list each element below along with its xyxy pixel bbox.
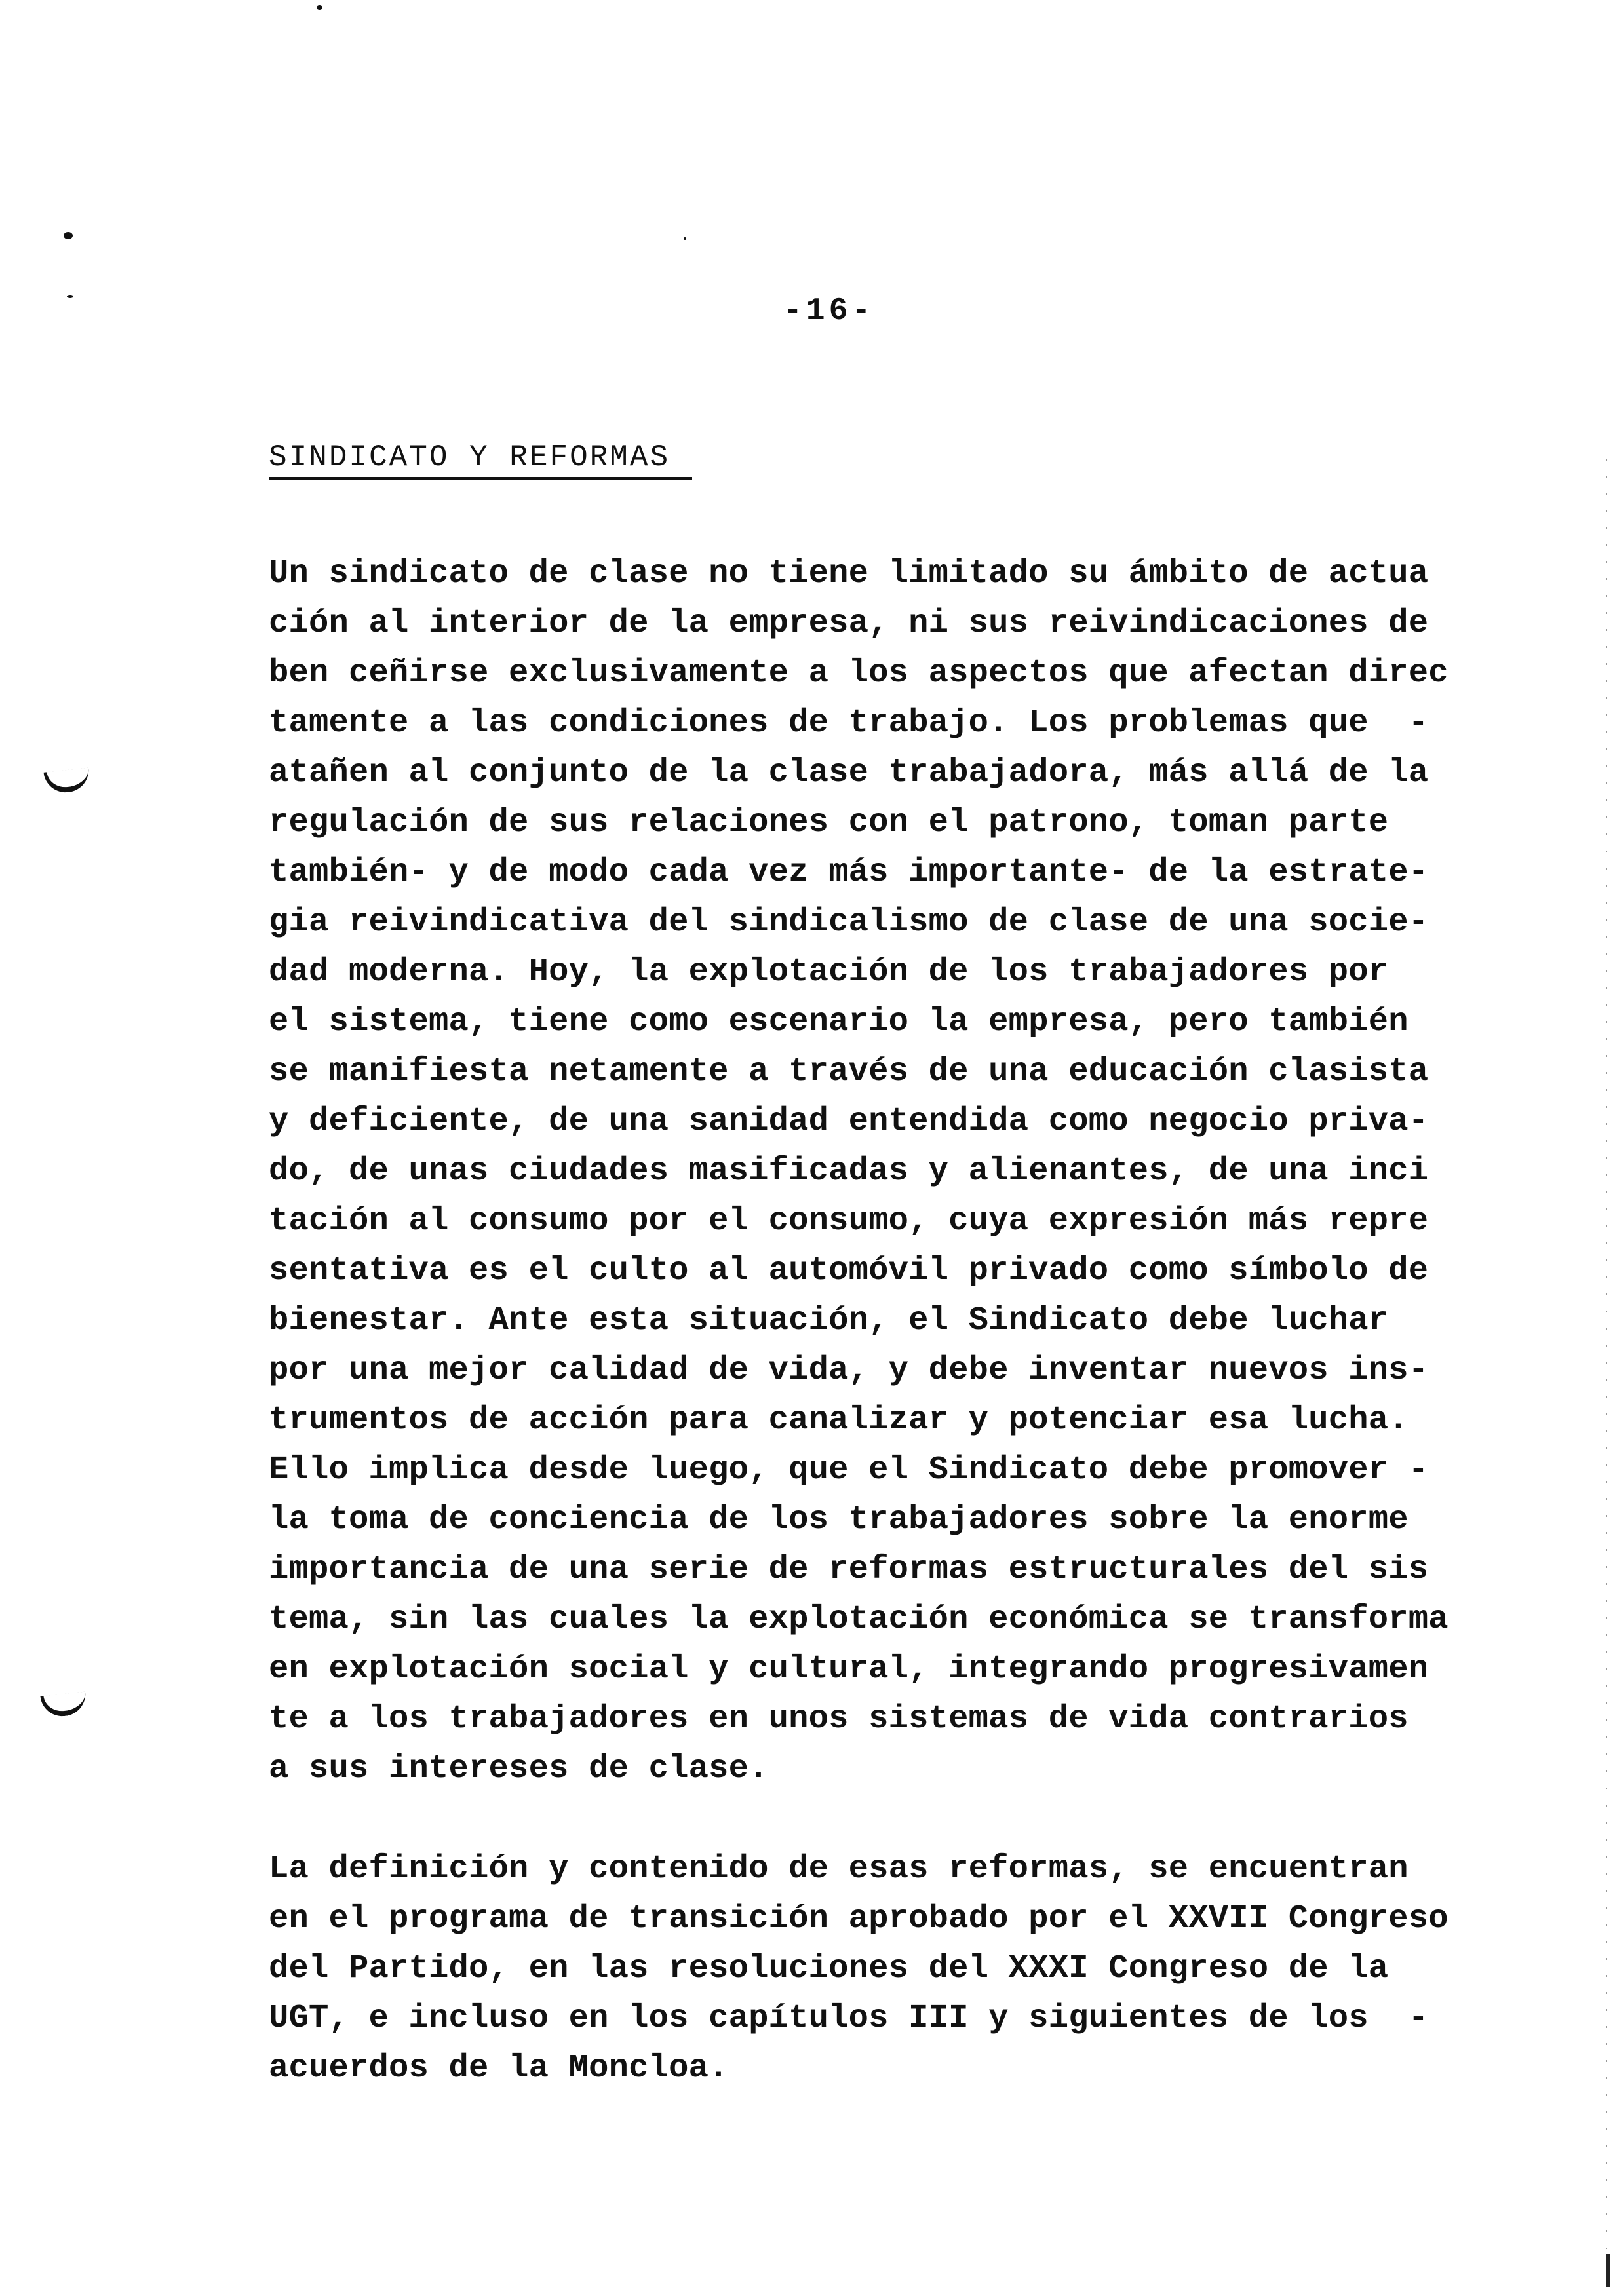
text-line: atañen al conjunto de la clase trabajadora, más allá de la (269, 754, 1429, 792)
text-line: regulación de sus relaciones con el patrono, toman parte (269, 804, 1389, 841)
text-line: tamente a las condiciones de trabajo. Los problemas que - (269, 704, 1429, 742)
section-heading: SINDICATO Y REFORMAS (269, 440, 692, 480)
text-line: te a los trabajadores en unos sistemas de vida contrarios (269, 1700, 1409, 1738)
text-line: UGT, e incluso en los capítulos III y siguientes de los - (269, 2000, 1429, 2037)
text-line: por una mejor calidad de vida, y debe inventar nuevos ins- (269, 1352, 1429, 1389)
text-line: ción al interior de la empresa, ni sus reivindicaciones de (269, 605, 1429, 642)
punch-hole-mark (43, 767, 90, 794)
text-line: a sus intereses de clase. (269, 1750, 769, 1788)
text-line: gia reivindicativa del sindicalismo de clase de una socie- (269, 904, 1429, 941)
ink-speck (317, 5, 322, 10)
ink-speck (684, 237, 686, 240)
text-line: se manifiesta netamente a través de una educación clasista (269, 1053, 1429, 1090)
text-line: tema, sin las cuales la explotación económica se transforma (269, 1601, 1449, 1638)
text-line: ben ceñirse exclusivamente a los aspectos que afectan direc (269, 655, 1449, 692)
paragraph-1 (269, 549, 1449, 1794)
text-line: do, de unas ciudades masificadas y alienantes, de una inci (269, 1153, 1429, 1190)
text-line: sentativa es el culto al automóvil privado como símbolo de (269, 1252, 1429, 1290)
text-line: el sistema, tiene como escenario la empresa, pero también (269, 1003, 1409, 1041)
ink-speck (67, 295, 73, 298)
text-line: Ello implica desde luego, que el Sindicato debe promover - (269, 1451, 1429, 1489)
text-line: dad moderna. Hoy, la explotación de los trabajadores por (269, 953, 1389, 991)
ink-speck (64, 232, 73, 239)
text-line: y deficiente, de una sanidad entendida como negocio priva- (269, 1103, 1429, 1140)
text-line: bienestar. Ante esta situación, el Sindicato debe luchar (269, 1302, 1389, 1339)
scan-edge-dots (1606, 459, 1607, 2280)
text-line: tación al consumo por el consumo, cuya expresión más repre (269, 1202, 1429, 1240)
text-line: La definición y contenido de esas reformas, se encuentran (269, 1850, 1409, 1888)
punch-hole-mark (40, 1691, 87, 1718)
text-line: importancia de una serie de reformas estructurales del sis (269, 1551, 1429, 1588)
text-line: también- y de modo cada vez más importante- de la estrate- (269, 854, 1429, 891)
text-line: trumentos de acción para canalizar y potenciar esa lucha. (269, 1402, 1409, 1439)
text-line: del Partido, en las resoluciones del XXXI Congreso de la (269, 1950, 1389, 1987)
text-line: la toma de conciencia de los trabajadores sobre la enorme (269, 1501, 1409, 1539)
text-line: Un sindicato de clase no tiene limitado su ámbito de actua (269, 555, 1429, 592)
scan-edge-mark (1606, 2254, 1610, 2287)
text-line: en el programa de transición aprobado por el XXVII Congreso (269, 1900, 1449, 1938)
text-line: acuerdos de la Moncloa. (269, 2050, 729, 2087)
text-line: en explotación social y cultural, integrando progresivamen (269, 1651, 1429, 1688)
page-number: -16- (783, 294, 875, 329)
paragraph-2 (269, 1845, 1449, 2094)
